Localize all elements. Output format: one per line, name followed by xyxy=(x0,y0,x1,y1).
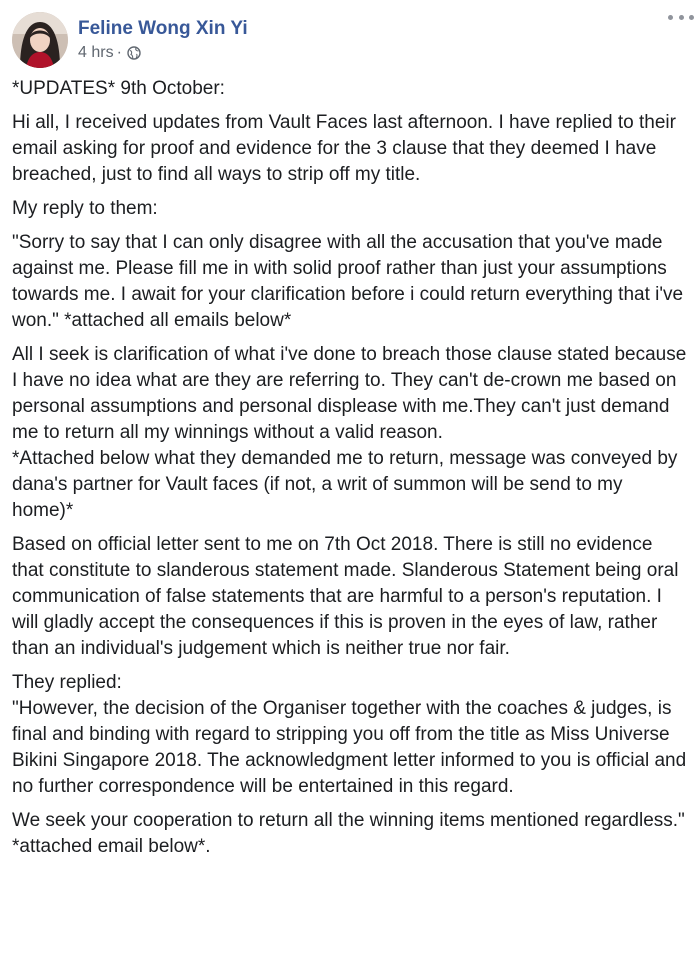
author-name[interactable]: Feline Wong Xin Yi xyxy=(78,18,248,39)
post-body xyxy=(12,76,688,868)
globe-icon[interactable] xyxy=(127,46,141,60)
more-options-icon[interactable] xyxy=(668,10,694,24)
post-timestamp[interactable]: 4 hrs xyxy=(78,44,114,61)
post-paragraph-4: "Sorry to say that I can only disagree with all the accusation that you've made against me. Please fill me in with solid proof rather than just your assumptions towards me. I await for your clarification before i could return everything that i've won." *attached all emails below* xyxy=(12,232,684,331)
dot-icon xyxy=(679,15,684,20)
dot-icon xyxy=(689,15,694,20)
post-paragraph-8: We seek your cooperation to return all the winning items mentioned regardless." *attached email below*. xyxy=(12,810,685,857)
dot-icon xyxy=(668,15,673,20)
post-paragraph-6: Based on official letter sent to me on 7th Oct 2018. There is still no evidence that constitute to slanderous statement made. Slanderous Statement being oral communication of false statements that are harmful to a person's reputation. I will gladly accept the consequences if this is proven in the eyes of law, rather than an individual's judgement which is neither true nor fair. xyxy=(12,534,679,659)
post-paragraph-1: *UPDATES* 9th October: xyxy=(12,78,225,99)
post-subline xyxy=(78,43,248,63)
profile-photo-icon xyxy=(12,12,68,68)
post-header xyxy=(12,12,248,70)
post-paragraph-2: Hi all, I received updates from Vault Faces last afternoon. I have replied to their email asking for proof and evidence for the 3 clause that they deemed I have breached, just to find all ways to strip off my title. xyxy=(12,112,676,185)
meta-separator: · xyxy=(116,44,122,61)
post-meta xyxy=(78,12,248,63)
post-paragraph-5: All I seek is clarification of what i've done to breach those clause stated because I have no idea what are they are referring to. They can't de-crown me based on personal assumptions and personal displease with me.They can't just demand me to return all my winnings without a valid reason. *Attached below what they demanded me to return, message was conveyed by dana's partner for Vault faces (if not, a writ of summon will be send to my home)* xyxy=(12,344,687,521)
avatar[interactable] xyxy=(12,12,68,68)
post-paragraph-7: They replied: "However, the decision of the Organiser together with the coaches & judges, is final and binding with regard to stripping you off from the title as Miss Universe Bikini Singapore 2018. The acknowledgment letter informed to you is official and no further correspondence will be entertained in this regard. xyxy=(12,672,687,797)
post-paragraph-3: My reply to them: xyxy=(12,198,158,219)
